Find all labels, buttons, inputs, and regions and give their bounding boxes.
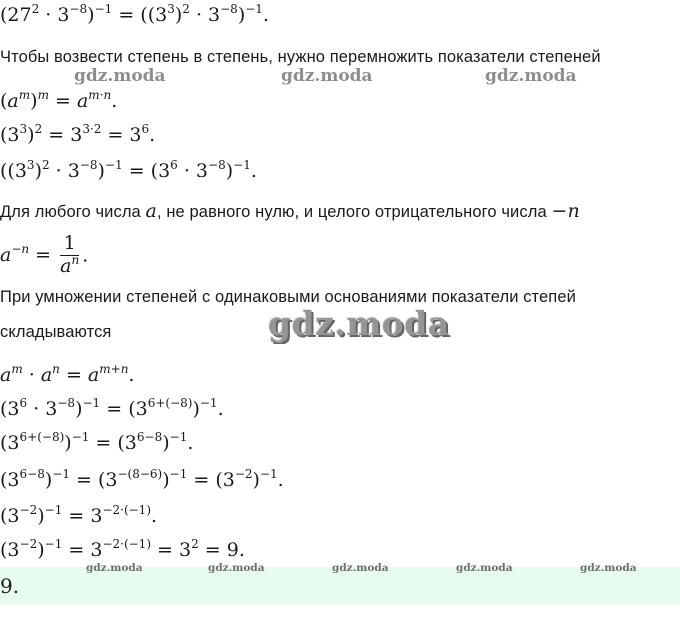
math-line-5: $a^{-n}$ = $\frac{1}{a^n}$ . xyxy=(0,232,89,277)
math-line-6: $a^m \cdot a^n = a^{m+n}$. xyxy=(0,362,135,386)
watermark-large: gdz.moda xyxy=(268,304,450,343)
variable-a: a xyxy=(145,200,157,222)
text2-prefix: Для любого числа xyxy=(0,203,141,221)
fraction: $\frac{1}{a^n}$ xyxy=(60,232,80,277)
text2-middle: , не равного нулю, и целого отрицательного числа xyxy=(156,203,547,221)
math-line-3: $(3^3)^2 = 3^{3\cdot 2} = 3^6$. xyxy=(0,122,156,146)
math-line-11: $(3^{-2})^{-1} = 3^{-2\cdot(-1)} = 3^2 = 9$. xyxy=(0,537,245,561)
watermark: gdz.moda xyxy=(580,562,637,574)
math-line-9: $(3^{6-8})^{-1} = (3^{-(8-6)})^{-1} = (3^{-2})^{-1}$. xyxy=(0,467,284,491)
math-line-1: $(27^2 \cdot 3^{-8})^{-1} = ((3^3)^2 \cdot 3^{-8})^{-1}$. xyxy=(0,2,269,26)
math-line-10: $(3^{-2})^{-1} = 3^{-2\cdot(-1)}$. xyxy=(0,503,158,527)
math-line-7: $(3^6 \cdot 3^{-8})^{-1} = (3^{6+(-8)})^{-1}$. xyxy=(0,396,224,420)
watermark: gdz.moda xyxy=(281,66,373,86)
watermark: gdz.moda xyxy=(208,562,265,574)
variable-neg-n: −n xyxy=(551,200,580,222)
rule-text-negative-exponent xyxy=(0,200,580,222)
math-line-4: $((3^3)^2 \cdot 3^{-8})^{-1} = (3^6 \cdot 3^{-8})^{-1}$. xyxy=(0,158,257,182)
rule-text-power-of-power: Чтобы возвести степень в степень, нужно перемножить показатели степеней xyxy=(0,48,601,66)
rule-text-multiplication-b: складываются xyxy=(0,323,112,341)
math-line-2: $(a^m)^m = a^{m\cdot n}$. xyxy=(0,88,118,112)
watermark: gdz.moda xyxy=(74,66,166,86)
watermark: gdz.moda xyxy=(485,66,577,86)
answer-value: 9. xyxy=(0,574,20,598)
math-line-8: $(3^{6+(-8)})^{-1} = (3^{6-8})^{-1}$. xyxy=(0,430,194,454)
watermark: gdz.moda xyxy=(456,562,513,574)
watermark: gdz.moda xyxy=(332,562,389,574)
rule-text-multiplication-a: При умножении степеней с одинаковыми основаниями показатели степей xyxy=(0,288,576,306)
watermark: gdz.moda xyxy=(86,562,143,574)
